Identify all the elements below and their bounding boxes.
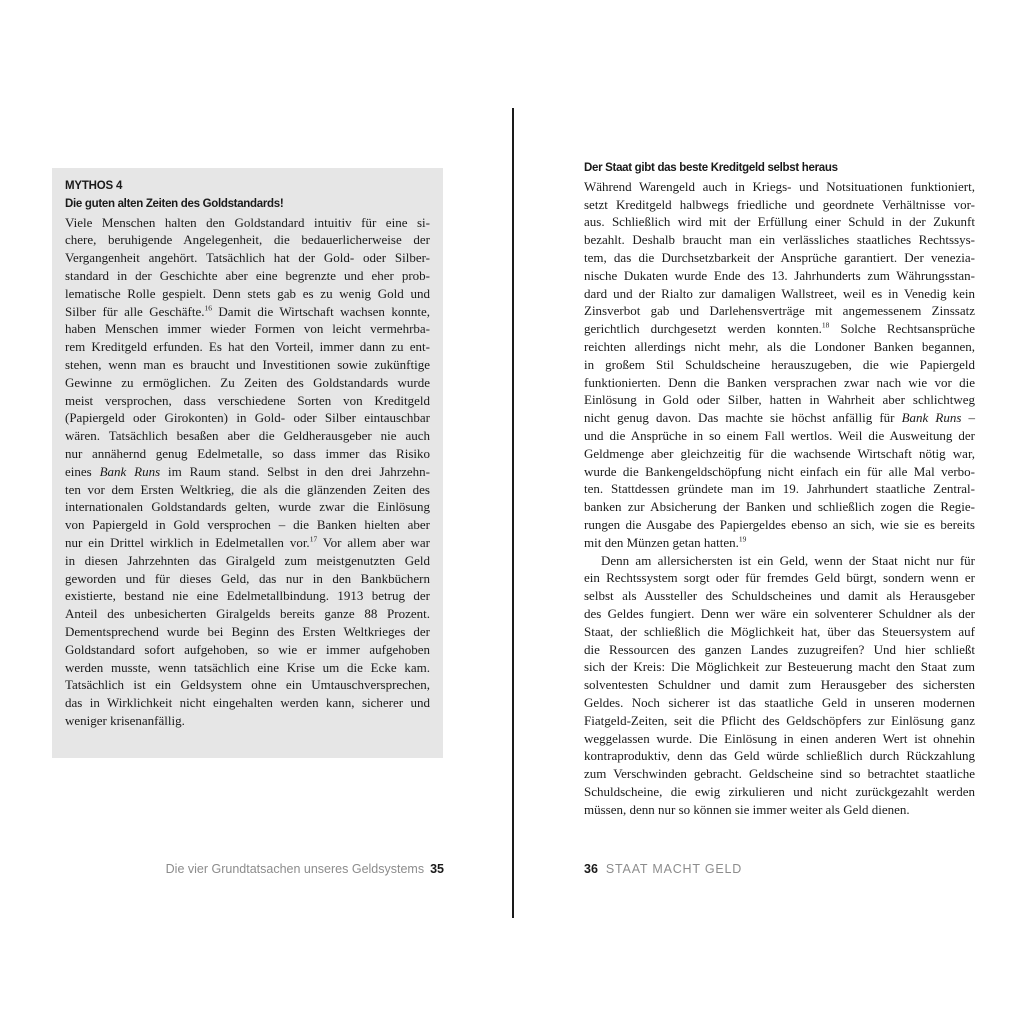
text-line: weniger krisenanfällig. bbox=[65, 712, 185, 728]
text-line: Vergangenheit angehört. Tatsächlich hat der Gold- oder Silber- bbox=[65, 250, 430, 266]
paragraph-1 bbox=[584, 178, 975, 552]
text-line: meist versprochen, dass verschiedene Sorten von Kreditgeld bbox=[65, 392, 430, 408]
text-line: wurde die Bankengeldschöpfung nicht einfach ein für alle Mal verbo- bbox=[584, 463, 975, 479]
text-line: Geldes. Noch sicherer ist das staatliche Geld in unseren modernen bbox=[584, 694, 975, 710]
text-line: Zinsverbot gab und Darlehensverträge mit angemessenem Zinssatz bbox=[584, 303, 975, 319]
text-line: müssen, denn nur so können sie immer weiter als Geld dienen. bbox=[584, 801, 910, 817]
left-running-head: Die vier Grundtatsachen unseres Geldsystems bbox=[165, 862, 425, 876]
text-line: weggelassen wurde. Die Einlösung in einen anderen Wert ist ohnehin bbox=[584, 730, 975, 746]
text-line: Viele Menschen halten den Goldstandard intuitiv für eine si- bbox=[65, 214, 430, 230]
text-line: setzt Kreditgeld halbwegs friedliche und geordnete Verhältnisse vor- bbox=[584, 196, 975, 212]
text-line: Anteil des unbesicherten Giralgelds bereits ganze 88 Prozent. bbox=[65, 606, 430, 622]
text-line: wären. Tatsächlich besaßen aber die Geldherausgeber nie auch bbox=[65, 428, 430, 444]
sidebar-title: Die guten alten Zeiten des Goldstandards! bbox=[65, 197, 284, 210]
text-line: die Ressourcen des ganzen Landes zuzugreifen? Und hier schließt bbox=[584, 641, 975, 657]
text-line: nur ein Drittel wirklich in Edelmetallen vor.$^{17}$ Vor allem aber war bbox=[65, 534, 430, 550]
left-page-number: 35 bbox=[430, 862, 444, 876]
sidebar-body-text bbox=[65, 214, 430, 730]
right-page-column bbox=[584, 160, 975, 818]
text-line: solventesten Schuldner und damit zum Herausgeber des sichersten bbox=[584, 677, 975, 693]
text-line: Einlösung in Gold oder Silber, hatten in Wahrheit aber schlichtweg bbox=[584, 392, 975, 408]
right-page-number: 36 bbox=[584, 862, 598, 876]
text-line: von Papiergeld in Gold versprochen – die Banken hielten aber bbox=[65, 517, 430, 533]
text-line: nur annähernd genug Edelmetalle, so dass immer das Risiko bbox=[65, 445, 430, 461]
text-line: nicht genug davon. Das machte sie höchst anfällig für Bank Runs – bbox=[584, 410, 976, 426]
text-line: reichten allerdings nicht mehr, als die Londoner Banken begannen, bbox=[584, 338, 975, 354]
text-line: in großem Stil Schuldscheine herauszugeben, die wie Papiergeld bbox=[584, 356, 975, 372]
text-line: und die Ansprüche in so einem Fall wertlos. Weil die Ausweitung der bbox=[584, 427, 975, 443]
text-line: ten. Stattdessen gründete man im 19. Jahrhundert staatliche Zentral- bbox=[584, 481, 975, 497]
text-line: des Geldes fungiert. Denn wer wäre ein solventerer Schuldner als der bbox=[584, 605, 975, 621]
text-line: kontraproduktiv, denn das Geld würde schließlich durch Rückzahlung bbox=[584, 748, 975, 764]
text-line: (Papiergeld oder Girokonten) in Gold- oder Silber eintauschbar bbox=[65, 410, 430, 426]
text-line: banken zur Absicherung der Banken und schließlich zogen die Regie- bbox=[584, 499, 975, 515]
footnote-ref: 19 bbox=[738, 534, 747, 544]
text-line: das in Wirklichkeit nicht eingehalten werden kann, sicherer und bbox=[65, 695, 430, 711]
text-line: funktionierten. Denn die Banken versprachen zwar nach wie vor die bbox=[584, 374, 975, 390]
text-line: selbst als Aussteller des Schuldscheines und damit als Herausgeber bbox=[584, 588, 975, 604]
text-line: eines Bank Runs im Raum stand. Selbst in den drei Jahrzehn- bbox=[65, 463, 431, 479]
left-page-footer bbox=[166, 862, 444, 876]
text-line: Denn am allersichersten ist ein Geld, wenn der Staat nicht nur für bbox=[601, 552, 975, 568]
paragraph-2 bbox=[584, 552, 975, 819]
gutter-divider bbox=[512, 108, 514, 918]
text-line: Gewinne zu ermöglichen. Zu Zeiten des Goldstandards wurde bbox=[65, 374, 430, 390]
text-line: dard und der Rialto zur damaligen Wallstreet, weil es in Venedig kein bbox=[584, 285, 975, 301]
text-line: bezahlt. Deshalb braucht man ein verlässliches staatliches Rechtssys- bbox=[584, 232, 975, 248]
text-line: aus. Schließlich wird mit der Erfüllung einer Schuld in der Zukunft bbox=[584, 214, 975, 230]
right-page-footer bbox=[584, 862, 742, 876]
text-line: sich der Kreis: Die Möglichkeit zur Besteuerung macht den Staat zum bbox=[584, 659, 975, 675]
right-running-head: STAAT MACHT GELD bbox=[605, 862, 743, 876]
section-heading: Der Staat gibt das beste Kreditgeld selbst heraus bbox=[584, 162, 838, 174]
text-line: Fiatgeld-Zeiten, seit die Pflicht des Geldschöpfers zur Einlösung ganz bbox=[584, 712, 975, 728]
text-line: Schuldscheine, die ewig zirkulieren und nicht zurückgezahlt werden bbox=[584, 783, 975, 799]
text-line: standard in der Geschichte aber eine begrenzte und eher prob- bbox=[65, 267, 430, 283]
italic-term: Bank Runs bbox=[901, 410, 962, 426]
text-line: nische Dukaten wurde Ende des 13. Jahrhunderts zum Währungsstan- bbox=[584, 267, 975, 283]
text-line: existierte, bestand nie eine Edelmetallbindung. 1913 betrug der bbox=[65, 588, 430, 604]
text-line: lematische Rolle gespielt. Denn stets gab es zu wenig Gold und bbox=[65, 285, 430, 301]
text-line: Geldmenge aber gleichzeitig für die wachsende Wirtschaft nötig war, bbox=[584, 445, 975, 461]
text-line: Tatsächlich ist ein Geldsystem ohne ein Umtauschversprechen, bbox=[65, 677, 430, 693]
text-line: Staat, der schließlich die Möglichkeit hat, über das Steuersystem auf bbox=[584, 623, 975, 639]
footnote-ref: 18 bbox=[821, 320, 830, 330]
text-line: Dementsprechend wurde bei Beginn des Ersten Weltkrieges der bbox=[65, 623, 430, 639]
text-line: Silber für alle Geschäfte.$^{16}$ Damit die Wirtschaft wachsen konnte, bbox=[65, 303, 430, 319]
myth-sidebar-box bbox=[52, 168, 443, 758]
footnote-ref: 16 bbox=[204, 303, 212, 313]
text-line: in diesen Jahrzehnten das Giralgeld zum meistgenutzten Geld bbox=[65, 552, 430, 568]
text-line: geworden und für dieses Geld, das nur in den Bankbüchern bbox=[65, 570, 430, 586]
text-line: internationalen Goldstandards gelten, wurde zwar die Einlösung bbox=[65, 499, 430, 515]
text-line: mit den Münzen getan hatten.$^{19}$ bbox=[584, 534, 747, 550]
text-line: ten vor dem Ersten Weltkrieg, die als die glänzenden Zeiten des bbox=[65, 481, 430, 497]
footnote-ref: 17 bbox=[309, 534, 318, 544]
text-line: rem Kreditgeld erfunden. Es hat den Vorteil, immer dann zu ent- bbox=[65, 339, 430, 355]
text-line: Goldstandard sofort aufgehoben, so wie er immer aufgehoben bbox=[65, 641, 430, 657]
italic-term: Bank Runs bbox=[99, 463, 161, 479]
text-line: tem, das die Durchsetzbarkeit der Ansprüche garantiert. Der venezia- bbox=[584, 249, 975, 265]
text-line: stehen, wenn man es braucht und Investitionen sowie zukünftige bbox=[65, 356, 430, 372]
text-line: werden musste, wenn tatsächlich eine Krise um die Ecke kam. bbox=[65, 659, 430, 675]
text-line: rungen die Ausgabe des Papiergeldes ebenso an sich, wie sie es bereits bbox=[584, 516, 975, 532]
text-line: chere, beruhigende Angelegenheit, die bedauerlicherweise der bbox=[65, 232, 430, 248]
text-line: gerichtlich durchgesetzt werden konnten.$^{18}$ Solche Rechtsansprüche bbox=[584, 320, 975, 337]
text-line: haben Menschen immer wieder Formen von leicht vermehrba- bbox=[65, 321, 430, 337]
text-line: Während Warengeld auch in Kriegs- und Notsituationen funktioniert, bbox=[584, 178, 975, 194]
sidebar-kicker: MYTHOS 4 bbox=[65, 180, 123, 192]
text-line: ein Rechtssystem sorgt oder für fremdes Geld bürgt, sondern wenn er bbox=[584, 570, 975, 586]
text-line: zum Verschwinden gebracht. Geldscheine sind so betrachtet staatliche bbox=[584, 766, 975, 782]
